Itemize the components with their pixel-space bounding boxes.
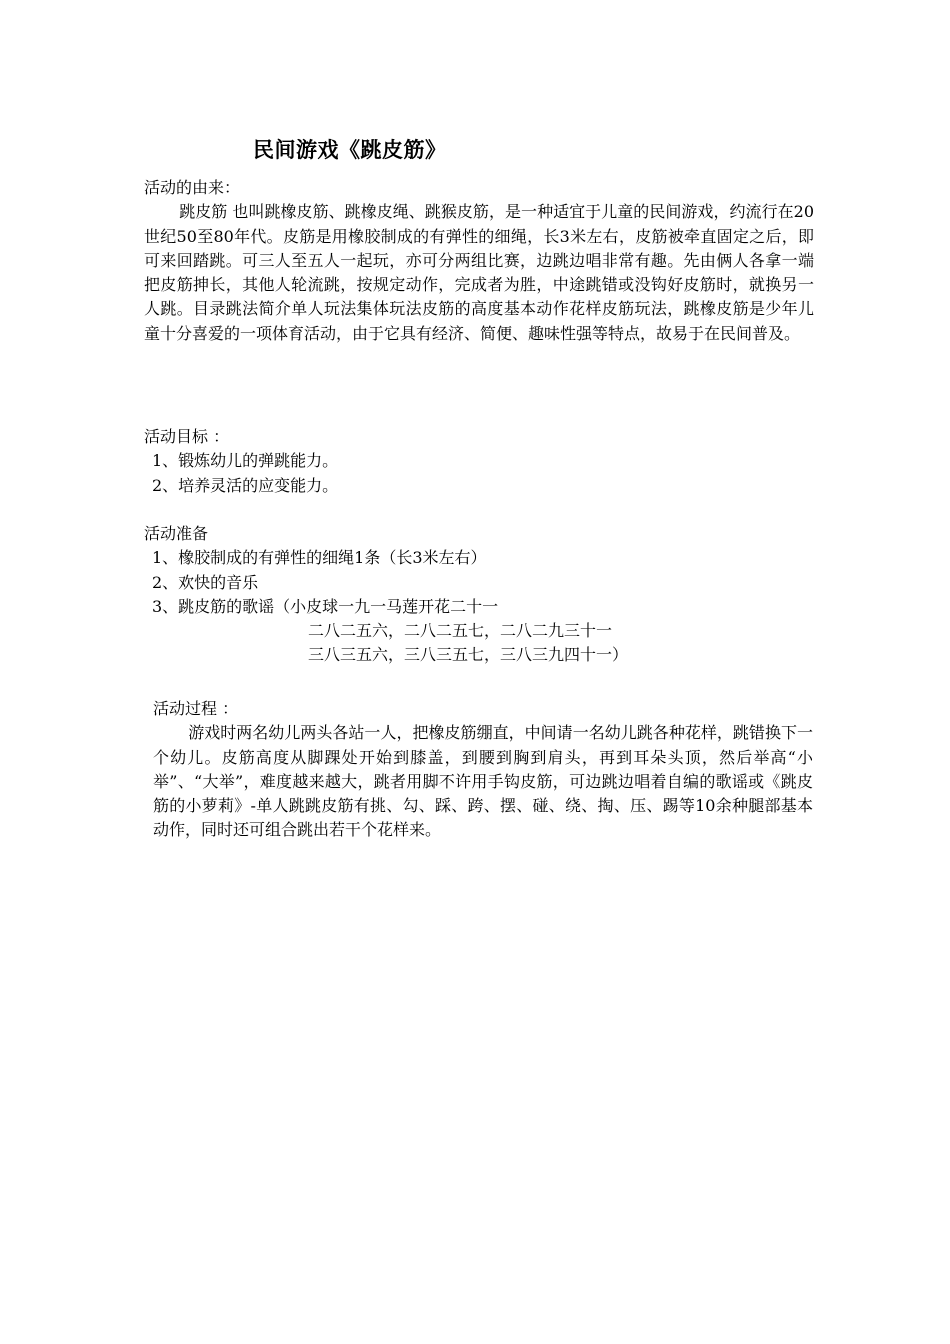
origin-section — [144, 176, 814, 346]
origin-heading: 活动的由来： — [144, 178, 241, 197]
goals-heading: 活动目标 ： — [144, 427, 230, 446]
song-line-1: 二八二五六，二八二五七，二八二九三十一 — [308, 621, 613, 641]
preparation-item-1: 1、橡胶制成的有弹性的细绳1条（长3米左右） — [152, 548, 487, 568]
preparation-item-3: 3、跳皮筋的歌谣（小皮球一九一马莲开花二十一 — [152, 596, 499, 616]
preparation-heading: 活动准备 — [144, 524, 209, 543]
song-line-2: 三八三五六，三八三五七，三八三九四十一） — [308, 645, 629, 665]
goal-item-1: 1、锻炼幼儿的弹跳能力。 — [152, 451, 339, 471]
process-section — [153, 697, 813, 843]
process-heading: 活动过程 ： — [153, 699, 239, 718]
goal-item-2: 2、培养灵活的应变能力。 — [152, 475, 339, 495]
preparation-section — [144, 522, 814, 668]
preparation-item-2: 2、欢快的音乐 — [152, 572, 259, 592]
process-paragraph: 游戏时两名幼儿两头各站一人，把橡皮筋绷直，中间请一名幼儿跳各种花样，跳错换下一个幼儿。皮筋高度从脚踝处开始到膝盖，到腰到胸到肩头，再到耳朵头顶，然后举高“小举”、“大举”，难度越来越大，跳者用脚不许用手钩皮筋，可边跳边唱着自编的歌谣或《跳皮筋的小萝莉》-单人跳跳皮筋有挑、勾、踩、跨、摆、碰、绕、掏、压、踢等10余种腿部基本动作，同时还可组合跳出若干个花样来。 — [153, 723, 813, 840]
goals-section — [144, 425, 814, 498]
origin-paragraph: 跳皮筋 也叫跳橡皮筋、跳橡皮绳、跳猴皮筋，是一种适宜于儿童的民间游戏，约流行在20世纪50至80年代。皮筋是用橡胶制成的有弹性的细绳，长3米左右，皮筋被牵直固定之后，即可来回踏跳。可三人至五人一起玩，亦可分两组比赛，边跳边唱非常有趣。先由俩人各拿一端把皮筋抻长，其他人轮流跳，按规定动作，完成者为胜，中途跳错或没钩好皮筋时，就换另一人跳。目录跳法简介单人玩法集体玩法皮筋的高度基本动作花样皮筋玩法，跳橡皮筋是少年儿童十分喜爱的一项体育活动，由于它具有经济、简便、趣味性强等特点，故易于在民间普及。 — [144, 202, 814, 343]
page-title: 民间游戏《跳皮筋》 — [253, 137, 447, 162]
